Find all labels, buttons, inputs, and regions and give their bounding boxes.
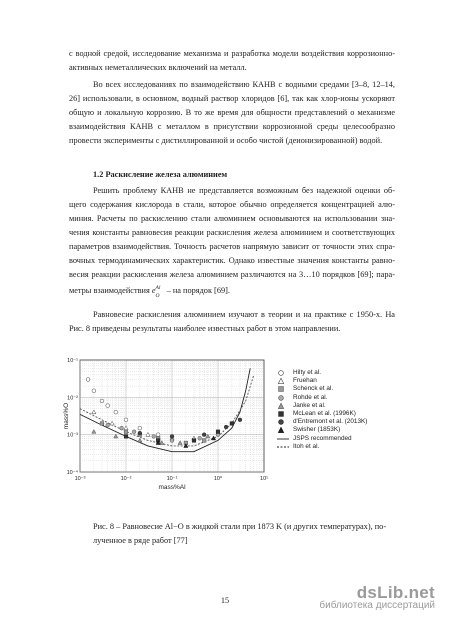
legend-label: JSPS recommended [293, 434, 352, 442]
legend-marker-icon [277, 435, 289, 443]
legend-label: Schenck et al. [293, 385, 334, 393]
text-line: Рис. 8 приведены результаты наиболее известных работ в этом направлении. [69, 324, 341, 333]
legend-marker-icon [277, 377, 289, 385]
x-tick-label: 10⁰ [213, 476, 223, 482]
x-tick-label: 10⁻² [120, 476, 132, 482]
data-point [106, 404, 110, 408]
data-point [124, 418, 128, 422]
text-line: миния. Расчеты по раскислению стали алюминием основываются на использовании зна- [69, 214, 395, 223]
legend-marker-icon [277, 385, 289, 393]
text-line: активных неметаллических включений на металл. [69, 63, 247, 72]
legend-label: Hilty et al. [293, 369, 322, 376]
y-axis-label: mass%O [63, 402, 70, 430]
legend-label: Fruehan [293, 377, 317, 385]
legend-item [277, 385, 387, 393]
legend-label: Janke et al. [293, 401, 326, 409]
data-point [170, 439, 174, 443]
data-point [198, 436, 202, 440]
data-point [202, 439, 206, 443]
legend-marker-icon [277, 418, 289, 426]
legend-item [277, 402, 387, 410]
data-point [238, 418, 242, 422]
legend-item [277, 426, 387, 434]
x-tick-label: 10¹ [260, 476, 268, 482]
symbol-superscript: Al [155, 285, 161, 291]
data-point [224, 425, 228, 429]
x-axis-label: mass%Al [158, 484, 186, 491]
text-line: щего содержания кислорода в стали, которое обычно определяется концентрацией алю- [69, 200, 395, 209]
figure-caption: Рис. 8 – Равновесие Al−O в жидкой стали при 1873 K (и других температурах), по- [93, 522, 387, 531]
data-point [92, 389, 96, 393]
legend-marker-icon [277, 402, 289, 410]
legend-item [277, 369, 387, 377]
legend-label: Itoh et al. [293, 442, 320, 450]
legend-item [277, 435, 387, 443]
text-fragment: метры взаимодействия [69, 286, 152, 295]
data-point [152, 434, 156, 438]
legend-label: Swisher (1853K) [293, 426, 341, 434]
data-point [114, 410, 118, 414]
legend-item [277, 377, 387, 385]
data-point [100, 399, 104, 403]
text-line: Решить проблему КАНВ не представляется возможным без надежной оценки об- [93, 186, 395, 195]
legend-label: Rohde et al. [293, 393, 328, 401]
legend-label: d'Entremont et al. (2013K) [293, 418, 368, 426]
chart-legend [277, 369, 387, 451]
text-line: 26] использовали, в основном, водный раствор хлоридов [6], так как хлор-ионы ускоряют [69, 94, 395, 103]
data-point [138, 431, 142, 435]
page-number: 15 [220, 596, 230, 605]
text-line [69, 285, 230, 299]
text-line: Во всех исследованиях по взаимодействию КАНВ с водными средами [3–8, 12–14, [93, 80, 395, 89]
legend-marker-icon [277, 443, 289, 451]
text-line: Равновесие раскисления алюминием изучают в теории и на практике с 1950-х. На [93, 310, 395, 319]
legend-marker-icon [277, 369, 289, 377]
data-point [124, 435, 128, 439]
section-heading: 1.2 Раскисление железа алюминием [93, 170, 228, 179]
legend-item [277, 418, 387, 426]
x-tick-label: 10⁻³ [74, 476, 86, 482]
data-point [86, 378, 90, 382]
symbol-subscript: O [155, 293, 160, 299]
legend-marker-icon [277, 426, 289, 434]
text-line: параметров взаимодействия. Точность расчетов напрямую зависит от точности этих спра- [69, 242, 395, 251]
data-point [106, 423, 110, 427]
text-line: весия реакции раскисления железа алюминием различаются на 3…10 порядков [69]; пара- [69, 270, 395, 279]
text-line: общую и локальную коррозию. В то же время для общности представлений о механизме [69, 108, 395, 117]
watermark-brand: dsLib.net [356, 583, 435, 602]
data-point [138, 426, 142, 430]
watermark [319, 583, 435, 611]
symbol-indices [155, 285, 165, 299]
text-line: взаимодействия КАНВ с металлом в присутствии коррозионной среды целесообразно [69, 122, 395, 131]
text-line: чения константы равновесия реакции раскисления железа алюминием и соответствующих [69, 228, 395, 237]
al-o-equilibrium-chart [62, 353, 278, 513]
legend-item [277, 394, 387, 402]
data-point [124, 430, 128, 434]
data-point [230, 422, 234, 426]
legend-marker-icon [277, 394, 289, 402]
text-line: провести эксперименты с дистиллированной и особо чистой (деионизированной) водой. [69, 136, 383, 145]
data-point [120, 426, 124, 430]
y-tick-label: 10⁻¹ [67, 358, 78, 364]
legend-item [277, 443, 387, 451]
interaction-symbol: e [151, 286, 156, 295]
text-line: с водной средой, исследование механизма и разработка модели воздействия коррозионно- [69, 49, 395, 58]
legend-item [277, 410, 387, 418]
text-fragment: – на порядок [69]. [164, 286, 230, 295]
data-point [202, 433, 206, 437]
legend-marker-icon [277, 410, 289, 418]
text-line: вочных термодинамических характеристик. Однако известные значения константы равно- [69, 256, 395, 265]
data-point [132, 430, 136, 434]
x-tick-label: 10⁻¹ [166, 476, 178, 482]
y-tick-label: 10⁻³ [67, 432, 78, 439]
data-point [216, 430, 220, 434]
data-point [192, 439, 196, 443]
legend-label: McLean et al. (1996K) [293, 409, 356, 417]
data-point [170, 434, 174, 438]
y-tick-label: 10⁻² [67, 395, 78, 402]
figure-caption: лученное в ряде работ [77] [93, 536, 188, 545]
watermark-tagline: библиотека диссертаций [319, 600, 435, 611]
y-tick-label: 10⁻⁴ [66, 470, 78, 476]
data-point [156, 433, 160, 437]
data-point [100, 422, 104, 426]
